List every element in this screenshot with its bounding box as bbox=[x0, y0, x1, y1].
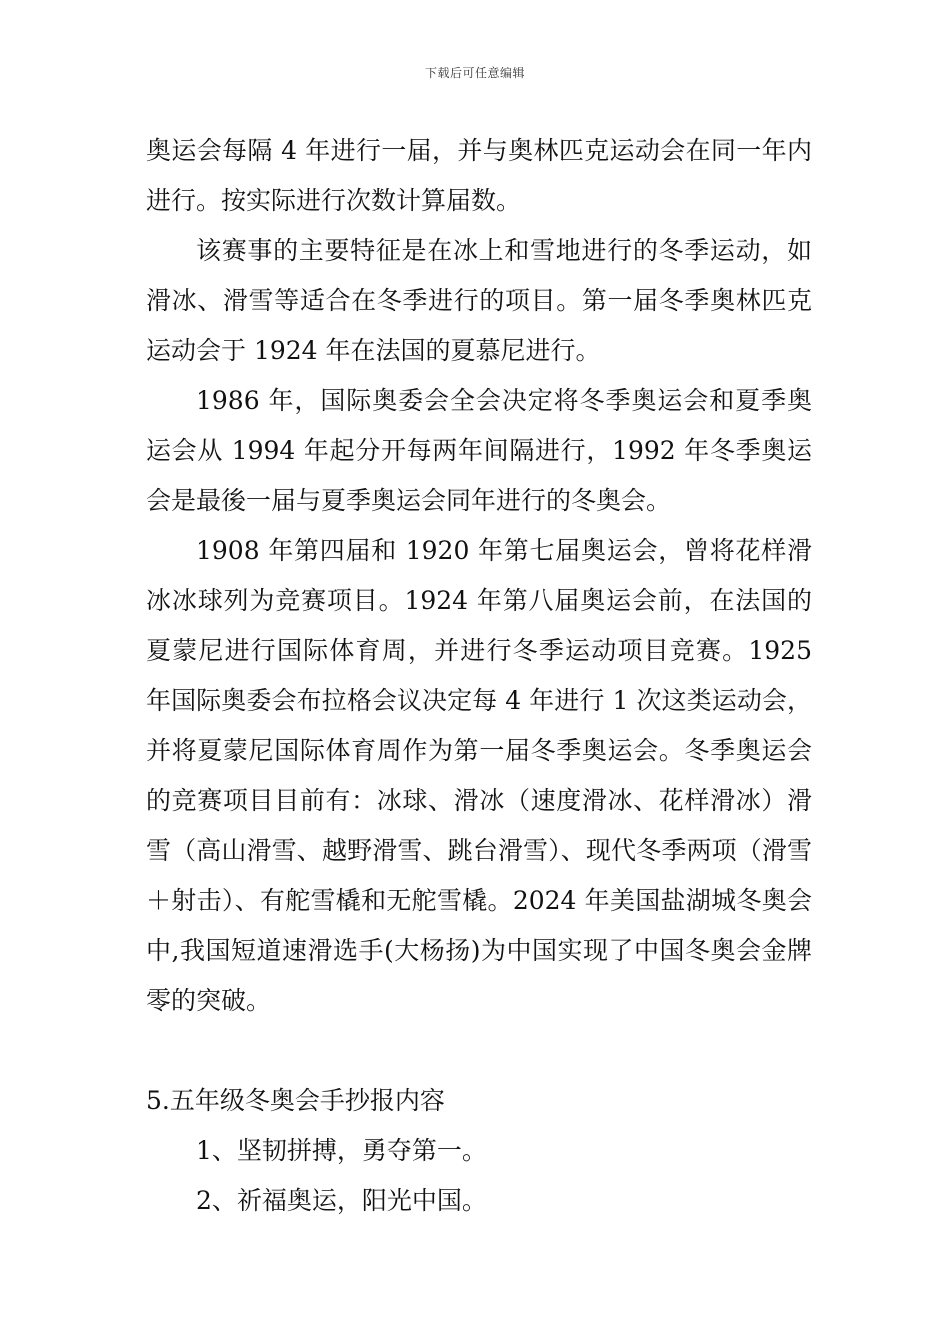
paragraph-3: 1986 年，国际奥委会全会决定将冬季奥运会和夏季奥运会从 1994 年起分开每两年间隔进行，1992 年冬季奥运会是最後一届与夏季奥运会同年进行的冬奥会。 bbox=[146, 386, 812, 515]
paragraph-1: 奥运会每隔 4 年进行一届，并与奥林匹克运动会在同一年内进行。按实际进行次数计算届数。 bbox=[146, 136, 812, 215]
paragraph-2: 该赛事的主要特征是在冰上和雪地进行的冬季运动，如滑冰、滑雪等适合在冬季进行的项目。第一届冬季奥林匹克运动会于 1924 年在法国的夏慕尼进行。 bbox=[146, 236, 812, 365]
paragraph-4: 1908 年第四届和 1920 年第七届奥运会，曾将花样滑冰冰球列为竞赛项目。1924 年第八届奥运会前，在法国的夏蒙尼进行国际体育周，并进行冬季运动项目竞赛。1925 年国际奥委会布拉格会议决定每 4 年进行 1 次这类运动会，并将夏蒙尼国际体育周作为第一届冬季奥运会。冬季奥运会的竞赛项目目前有：冰球、滑冰（速度滑冰、花样滑冰）滑雪（高山滑雪、越野滑雪、跳台滑雪）、现代冬季两项（滑雪＋射击）、有舵雪橇和无舵雪橇。2024 年美国盐湖城冬奥会中,我国短道速滑选手(大杨扬)为中国实现了中国冬奥会金牌零的突破。 bbox=[146, 536, 812, 1015]
list-item-1: 1、坚韧拼搏，勇夺第一。 bbox=[196, 1136, 487, 1165]
list-item-2: 2、祈福奥运，阳光中国。 bbox=[196, 1186, 487, 1215]
document-body bbox=[146, 126, 812, 1226]
section-title: 5.五年级冬奥会手抄报内容 bbox=[146, 1086, 445, 1115]
page-header: 下载后可任意编辑 bbox=[424, 66, 525, 80]
